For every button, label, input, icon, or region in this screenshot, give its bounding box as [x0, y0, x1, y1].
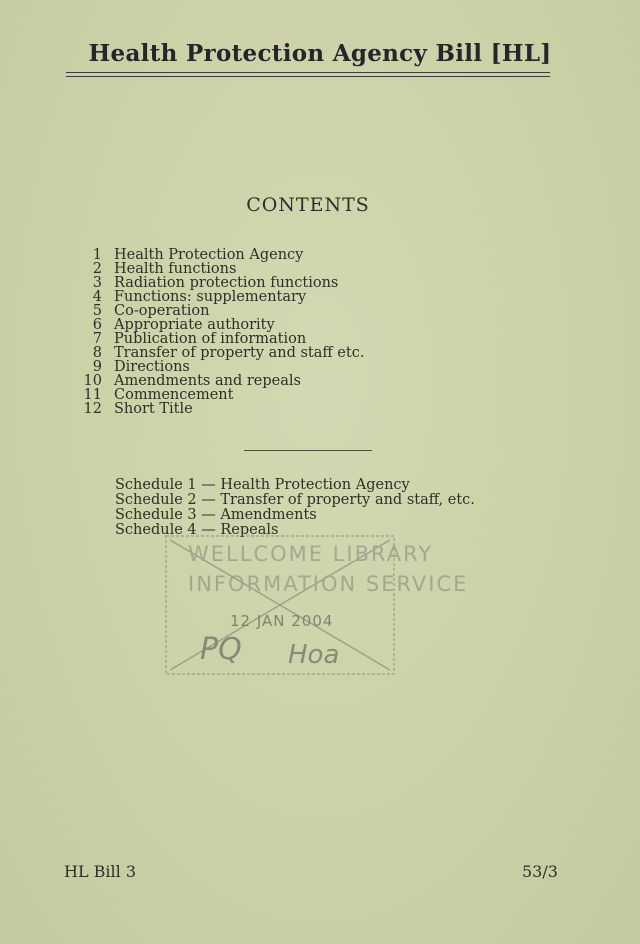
section-number: 5: [92, 303, 102, 319]
stamp-date: 12 JAN 2004: [230, 612, 334, 630]
library-stamp: [160, 530, 469, 680]
section-title: Radiation protection functions: [114, 275, 339, 291]
schedule-item: Schedule 2 — Transfer of property and staff, etc.: [115, 492, 475, 508]
section-title: Commencement: [114, 387, 234, 403]
section-number: 2: [92, 261, 102, 277]
schedule-item: Schedule 1 — Health Protection Agency: [115, 477, 410, 493]
section-title: Functions: supplementary: [114, 289, 307, 305]
bill-title: Health Protection Agency Bill [HL]: [88, 40, 552, 67]
schedules-list: [115, 478, 475, 538]
section-title: Health Protection Agency: [114, 247, 304, 263]
stamp-handwriting-right: Hoa: [288, 640, 340, 670]
section-number: 3: [92, 275, 102, 291]
section-title: Publication of information: [114, 331, 307, 347]
schedule-item: Schedule 4 — Repeals: [115, 522, 279, 538]
section-title: Transfer of property and staff etc.: [114, 345, 365, 361]
section-number: 12: [83, 401, 102, 417]
section-number: 10: [83, 373, 102, 389]
section-title: Short Title: [114, 401, 193, 417]
section-number: 11: [83, 387, 102, 403]
section-number: 1: [92, 247, 102, 263]
section-title: Co-operation: [114, 303, 210, 319]
bill-number: HL Bill 3: [64, 862, 137, 881]
title-double-rule: [66, 72, 550, 77]
section-divider: [244, 450, 372, 451]
section-title: Health functions: [114, 261, 237, 277]
section-number: 7: [92, 331, 102, 347]
section-title: Amendments and repeals: [114, 373, 301, 389]
print-reference: 53/3: [522, 862, 558, 881]
contents-heading: CONTENTS: [246, 194, 370, 216]
section-number: 6: [92, 317, 102, 333]
section-number: 9: [92, 359, 102, 375]
section-title: Directions: [114, 359, 190, 375]
schedule-item: Schedule 3 — Amendments: [115, 507, 317, 523]
section-number: 4: [92, 289, 102, 305]
section-number: 8: [92, 345, 102, 361]
stamp-library-name: WELLCOME LIBRARY: [188, 542, 434, 566]
section-title: Appropriate authority: [114, 317, 275, 333]
stamp-service-name: INFORMATION SERVICE: [188, 572, 469, 596]
stamp-handwriting-left: PQ: [200, 632, 242, 667]
